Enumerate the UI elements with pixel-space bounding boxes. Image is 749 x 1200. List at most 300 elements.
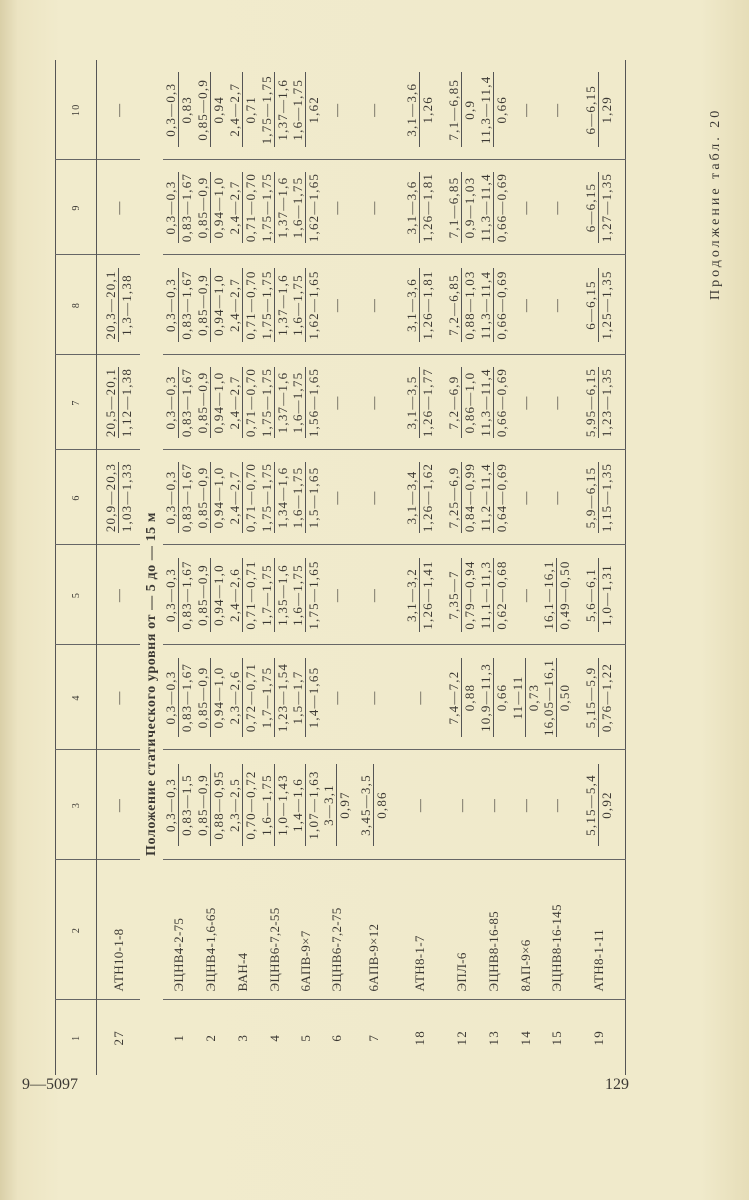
fraction xyxy=(195,462,226,532)
dash-value: — xyxy=(549,200,564,215)
row-number: 1 xyxy=(171,1033,186,1042)
fraction-numerator: 1,6—1,75 xyxy=(289,176,305,239)
column-header: 5 xyxy=(56,545,97,645)
value-cell xyxy=(290,60,321,160)
fraction xyxy=(404,172,435,242)
fraction-denominator: 0,71—0,70 xyxy=(243,367,258,438)
fraction xyxy=(259,658,290,736)
value-cell xyxy=(195,255,227,355)
fraction xyxy=(227,558,258,632)
fraction-numerator: 20,9—20,3 xyxy=(102,462,118,533)
fraction-denominator: 1,5—1,65 xyxy=(305,462,321,532)
dash-value: — xyxy=(365,490,381,505)
value-cell xyxy=(163,355,195,450)
dash-value: — xyxy=(328,587,344,603)
fraction-numerator: 1,6—1,75 xyxy=(289,274,305,336)
fraction-denominator: 0,94—1,0 xyxy=(210,658,226,736)
fraction xyxy=(227,72,258,147)
fraction xyxy=(163,172,194,242)
value-cell xyxy=(395,60,445,160)
value-cell xyxy=(541,545,573,645)
fraction-denominator: 1,62 xyxy=(305,72,321,147)
value-cell xyxy=(478,645,510,750)
fraction xyxy=(290,764,321,846)
fraction xyxy=(290,72,321,147)
column-header: 3 xyxy=(56,750,97,860)
fraction-numerator: 1,6—1,75 xyxy=(289,371,305,434)
fraction-denominator: 1,23—1,54 xyxy=(274,658,290,736)
value-cell xyxy=(541,255,573,355)
value-cell xyxy=(478,450,510,545)
fraction-denominator: 1,62—1,65 xyxy=(305,268,321,342)
row-number: 5 xyxy=(297,1033,313,1042)
fraction-denominator: 0,94—1,0 xyxy=(210,558,226,632)
value-cell xyxy=(541,450,573,545)
fraction-numerator: 16,05—16,1 xyxy=(541,659,556,737)
fraction-denominator: 1,35—1,6 xyxy=(274,558,290,632)
fraction-numerator: 0,3—0,3 xyxy=(163,82,178,137)
fraction xyxy=(103,462,134,532)
dash-value: — xyxy=(549,797,564,813)
fraction xyxy=(446,558,477,632)
fraction-numerator: 7,2—6,85 xyxy=(445,274,461,336)
fraction xyxy=(478,658,509,736)
value-cell xyxy=(97,545,140,645)
fraction xyxy=(259,172,290,242)
value-cell xyxy=(445,60,478,160)
dash-value: — xyxy=(110,200,126,215)
fraction-denominator: 1,27—1,35 xyxy=(599,172,615,243)
dash-value: — xyxy=(328,395,344,410)
printer-signature: 9—5097 xyxy=(22,1076,78,1093)
table-row xyxy=(573,60,626,1075)
fraction xyxy=(227,268,258,342)
fraction-numerator: 7,25—6,9 xyxy=(445,466,461,529)
row-number: 4 xyxy=(266,1033,282,1042)
fraction-denominator: 1,26—1,81 xyxy=(420,172,435,243)
fraction-numerator: 2,4—2,7 xyxy=(227,470,242,525)
fraction-denominator: 1,4—1,65 xyxy=(305,658,321,736)
value-cell xyxy=(290,450,321,545)
fraction-numerator: 16,1—16,1 xyxy=(541,560,556,630)
fraction-numerator: 2,3—2,6 xyxy=(227,670,242,725)
fraction xyxy=(321,764,352,846)
dash-value: — xyxy=(517,490,533,505)
fraction xyxy=(290,268,321,342)
value-cell xyxy=(541,645,573,750)
value-cell xyxy=(510,450,541,545)
row-number: 6 xyxy=(328,1033,344,1042)
value-cell xyxy=(510,160,541,255)
value-cell xyxy=(541,60,573,160)
fraction-numerator: 0,85—0,9 xyxy=(195,666,210,729)
dash-value: — xyxy=(110,587,126,603)
fraction xyxy=(583,172,614,242)
fraction-denominator: 0,86 xyxy=(373,764,389,846)
fraction xyxy=(195,172,226,242)
dash-value: — xyxy=(110,102,126,117)
fraction xyxy=(227,658,258,736)
fraction-denominator: 0,66 xyxy=(493,72,509,147)
fraction-numerator: 11—11 xyxy=(509,675,525,720)
fraction-numerator: 11,1—11,3 xyxy=(478,560,493,630)
fraction-numerator: 0,3—0,3 xyxy=(163,670,178,725)
column-header: 2 xyxy=(56,860,97,1000)
fraction-numerator: 0,3—0,3 xyxy=(163,375,178,430)
value-cell xyxy=(321,255,352,355)
fraction-numerator: 1,75—1,75 xyxy=(258,270,274,340)
value-cell xyxy=(290,355,321,450)
value-cell xyxy=(510,60,541,160)
value-cell xyxy=(510,750,541,860)
value-cell xyxy=(163,255,195,355)
fraction-denominator: 1,37—1,6 xyxy=(274,367,290,437)
value-cell xyxy=(573,255,626,355)
fraction xyxy=(583,367,614,437)
value-cell xyxy=(478,355,510,450)
value-cell xyxy=(227,645,259,750)
fraction xyxy=(478,462,509,532)
value-cell xyxy=(395,355,445,450)
value-cell xyxy=(321,645,352,750)
value-cell xyxy=(97,450,140,545)
fraction-denominator: 0,88 xyxy=(461,658,477,736)
pump-name: 8АП-9×6 xyxy=(510,860,541,1000)
column-header: 7 xyxy=(56,355,97,450)
fraction-numerator: 2,4—2,7 xyxy=(227,82,242,137)
fraction xyxy=(163,558,194,632)
fraction xyxy=(227,764,258,846)
fraction-denominator: 0,97 xyxy=(336,764,352,846)
table-row xyxy=(259,60,290,1075)
value-cell xyxy=(395,255,445,355)
fraction-numerator: 6—6,15 xyxy=(583,85,599,135)
fraction-numerator: 6—6,15 xyxy=(583,280,599,330)
fraction-numerator: 11,3—11,4 xyxy=(478,75,493,144)
pump-name: ЭЦНВ4-2-75 xyxy=(163,860,195,1000)
table-continuation-label: Продолжение табл. 20 xyxy=(708,107,723,300)
value-cell xyxy=(195,645,227,750)
fraction-numerator: 0,3—0,3 xyxy=(163,568,178,622)
pump-name: АТН8-1-7 xyxy=(395,860,445,1000)
value-cell xyxy=(290,545,321,645)
value-cell xyxy=(259,450,290,545)
table-row xyxy=(478,60,510,1075)
value-cell xyxy=(395,450,445,545)
fraction-denominator: 0,83—1,67 xyxy=(178,558,194,632)
fraction-numerator: 11,3—11,4 xyxy=(478,368,493,437)
dash-value: — xyxy=(517,102,533,117)
fraction-denominator: 0,94 xyxy=(210,72,226,147)
fraction-numerator: 0,85—0,9 xyxy=(195,564,210,626)
table-row xyxy=(163,60,195,1075)
fraction-denominator: 0,94—1,0 xyxy=(210,172,226,242)
value-cell xyxy=(321,450,352,545)
row-number: 3 xyxy=(235,1033,250,1042)
value-cell xyxy=(227,750,259,860)
empty-cell xyxy=(140,860,163,1000)
value-cell xyxy=(227,255,259,355)
fraction-numerator: 1,4—1,6 xyxy=(289,778,305,832)
dash-value: — xyxy=(486,797,501,813)
row-number: 14 xyxy=(517,1030,533,1046)
value-cell xyxy=(478,255,510,355)
value-cell xyxy=(445,255,478,355)
dash-value: — xyxy=(365,395,381,410)
fraction-denominator: 0,71—0,70 xyxy=(243,172,258,243)
dash-value: — xyxy=(365,200,381,215)
fraction-numerator: 3,1—3,6 xyxy=(404,278,419,332)
row-number: 7 xyxy=(365,1033,381,1042)
fraction xyxy=(446,367,477,437)
fraction-numerator: 7,1—6,85 xyxy=(445,176,461,239)
value-cell xyxy=(352,60,395,160)
fraction-denominator: 0,92 xyxy=(598,764,614,846)
fraction-numerator: 7,4—7,2 xyxy=(445,670,461,725)
fraction xyxy=(478,172,509,242)
fraction xyxy=(583,72,614,147)
value-cell xyxy=(478,160,510,255)
value-cell xyxy=(163,450,195,545)
fraction xyxy=(583,268,614,342)
fraction-denominator: 0,84—0,99 xyxy=(461,462,477,533)
pump-name: ЭЦНВ8-16-85 xyxy=(478,860,510,1000)
value-cell xyxy=(195,160,227,255)
value-cell xyxy=(445,450,478,545)
fraction-numerator: 3,1—3,4 xyxy=(404,470,419,525)
fraction-numerator: 2,3—2,5 xyxy=(227,778,242,832)
fraction-denominator: 0,9—1,03 xyxy=(461,172,477,242)
fraction-denominator: 0,83—1,67 xyxy=(178,658,194,736)
fraction xyxy=(103,367,134,437)
pump-name: ЭЦНВ8-16-145 xyxy=(541,860,573,1000)
row-number: 19 xyxy=(591,1030,607,1046)
row-number: 12 xyxy=(453,1030,469,1046)
fraction-denominator: 1,29 xyxy=(598,72,614,147)
table-row xyxy=(395,60,445,1075)
value-cell xyxy=(163,160,195,255)
fraction xyxy=(195,658,226,736)
fraction-numerator: 11,3—11,4 xyxy=(478,173,493,242)
dash-value: — xyxy=(110,797,126,813)
fraction xyxy=(290,172,321,242)
value-cell xyxy=(445,545,478,645)
fraction-denominator: 1,15—1,35 xyxy=(599,462,615,533)
value-cell xyxy=(352,545,395,645)
pump-name: АТН10-1-8 xyxy=(97,860,140,1000)
fraction-numerator: 7,1—6,85 xyxy=(445,78,461,141)
fraction-numerator: 3,1—3,2 xyxy=(404,568,419,622)
fraction xyxy=(510,658,541,736)
fraction-denominator: 0,86—1,0 xyxy=(461,367,477,437)
column-header: 4 xyxy=(56,645,97,750)
table-row xyxy=(541,60,573,1075)
fraction-numerator: 10,9—11,3 xyxy=(478,663,493,732)
value-cell xyxy=(445,645,478,750)
fraction xyxy=(478,268,509,342)
value-cell xyxy=(352,750,395,860)
fraction-denominator: 1,26—1,41 xyxy=(419,558,435,632)
dash-value: — xyxy=(365,587,381,603)
fraction-numerator: 3,1—3,6 xyxy=(404,82,419,137)
fraction xyxy=(259,764,290,846)
fraction-denominator: 0,83—1,67 xyxy=(179,462,194,533)
dash-value: — xyxy=(328,297,344,313)
fraction xyxy=(446,462,477,532)
value-cell xyxy=(227,60,259,160)
fraction-denominator: 0,73 xyxy=(525,658,541,736)
fraction-numerator: 3,1—3,5 xyxy=(404,375,419,430)
value-cell xyxy=(573,355,626,450)
dash-value: — xyxy=(549,395,564,410)
dash-value: — xyxy=(412,690,427,705)
fraction xyxy=(290,558,321,632)
fraction xyxy=(478,72,509,147)
fraction-numerator: 1,7—1,75 xyxy=(258,666,274,729)
value-cell xyxy=(259,355,290,450)
dash-value: — xyxy=(328,102,344,117)
page-number: 129 xyxy=(605,1076,629,1093)
fraction xyxy=(259,72,290,147)
fraction-numerator: 1,75—1,75 xyxy=(258,462,274,533)
fraction xyxy=(290,658,321,736)
fraction xyxy=(259,367,290,437)
column-header: 10 xyxy=(56,60,97,160)
value-cell xyxy=(195,750,227,860)
value-cell xyxy=(352,450,395,545)
value-cell xyxy=(227,450,259,545)
fraction-denominator: 0,88—0,95 xyxy=(210,764,226,846)
fraction-numerator: 3,45—3,5 xyxy=(357,774,373,836)
fraction-numerator: 1,75—1,75 xyxy=(258,172,274,243)
value-cell xyxy=(395,160,445,255)
fraction-numerator: 1,75—1,75 xyxy=(258,367,274,438)
dash-value: — xyxy=(517,200,533,215)
fraction-denominator: 1,62—1,65 xyxy=(305,172,321,243)
dash-value: — xyxy=(517,297,533,313)
value-cell xyxy=(478,750,510,860)
fraction-numerator: 6—6,15 xyxy=(583,182,599,233)
fraction-denominator: 0,66—0,69 xyxy=(493,268,509,342)
dash-value: — xyxy=(365,690,381,705)
fraction xyxy=(583,462,614,532)
fraction-numerator: 1,6—1,75 xyxy=(289,78,305,141)
value-cell xyxy=(195,545,227,645)
fraction xyxy=(541,658,572,736)
fraction xyxy=(404,72,435,147)
value-cell xyxy=(163,60,195,160)
fraction-numerator: 1,6—1,75 xyxy=(289,466,305,529)
fraction xyxy=(195,268,226,342)
header-row xyxy=(56,60,97,1075)
value-cell xyxy=(541,750,573,860)
value-cell xyxy=(290,160,321,255)
value-cell xyxy=(352,160,395,255)
fraction-numerator: 0,85—0,9 xyxy=(195,274,210,336)
value-cell xyxy=(510,255,541,355)
fraction-numerator: 0,85—0,9 xyxy=(195,78,210,141)
fraction-numerator: 5,9—6,15 xyxy=(583,466,599,529)
fraction-denominator: 0,49—0,50 xyxy=(556,558,572,632)
value-cell xyxy=(321,160,352,255)
fraction xyxy=(446,268,477,342)
fraction xyxy=(478,367,509,437)
value-cell xyxy=(573,545,626,645)
fraction-denominator: 1,12—1,38 xyxy=(118,367,134,438)
table-row xyxy=(445,60,478,1075)
value-cell xyxy=(259,160,290,255)
fraction-denominator: 1,26 xyxy=(419,72,435,147)
value-cell xyxy=(195,355,227,450)
fraction-numerator: 0,85—0,9 xyxy=(195,176,210,239)
fraction-denominator: 0,66—0,69 xyxy=(494,172,509,243)
value-cell xyxy=(541,160,573,255)
value-cell xyxy=(163,645,195,750)
value-cell xyxy=(395,645,445,750)
fraction-numerator: 0,85—0,9 xyxy=(195,774,210,836)
section-title: Положение статического уровня от — 5 до — 15 м xyxy=(143,511,159,856)
fraction xyxy=(227,367,258,437)
fraction xyxy=(446,72,477,147)
value-cell xyxy=(395,545,445,645)
table-row xyxy=(290,60,321,1075)
fraction-numerator: 5,15—5,4 xyxy=(583,774,599,836)
dash-value: — xyxy=(365,102,381,117)
pump-name: АТН8-1-11 xyxy=(573,860,626,1000)
fraction xyxy=(195,72,226,147)
fraction-numerator: 5,6—6,1 xyxy=(583,568,599,622)
fraction xyxy=(404,462,435,532)
value-cell xyxy=(445,160,478,255)
fraction xyxy=(446,658,477,736)
fraction-denominator: 0,50 xyxy=(556,658,572,736)
value-cell xyxy=(259,545,290,645)
value-cell xyxy=(227,545,259,645)
value-cell xyxy=(163,545,195,645)
value-cell xyxy=(97,160,140,255)
fraction xyxy=(259,558,290,632)
dash-value: — xyxy=(328,490,344,505)
value-cell xyxy=(573,160,626,255)
pump-name: 6АПВ-9×7 xyxy=(290,860,321,1000)
fraction-numerator: 20,5—20,1 xyxy=(102,367,118,438)
fraction-denominator: 0,9 xyxy=(461,72,477,147)
row-number: 13 xyxy=(486,1030,501,1046)
value-cell xyxy=(290,255,321,355)
fraction-denominator: 1,34—1,6 xyxy=(274,462,290,532)
value-cell xyxy=(290,645,321,750)
fraction-denominator: 0,88—1,03 xyxy=(461,268,477,342)
fraction-numerator: 0,85—0,9 xyxy=(195,466,210,529)
table-row xyxy=(227,60,259,1075)
fraction xyxy=(290,462,321,532)
fraction-denominator: 0,66—0,69 xyxy=(494,367,509,438)
fraction-denominator: 0,62—0,68 xyxy=(493,558,509,632)
fraction xyxy=(195,367,226,437)
fraction-denominator: 1,0—1,31 xyxy=(598,558,614,632)
fraction-numerator: 0,85—0,9 xyxy=(195,371,210,434)
fraction xyxy=(404,367,435,437)
fraction xyxy=(404,268,435,342)
fraction-numerator: 0,3—0,3 xyxy=(163,278,178,332)
fraction-denominator: 1,37—1,6 xyxy=(274,268,290,342)
fraction-denominator: 0,94—1,0 xyxy=(210,367,226,437)
fraction-denominator: 0,83—1,67 xyxy=(179,367,194,438)
value-cell xyxy=(227,355,259,450)
dash-value: — xyxy=(328,200,344,215)
value-cell xyxy=(97,750,140,860)
fraction-numerator: 2,4—2,7 xyxy=(227,375,242,430)
